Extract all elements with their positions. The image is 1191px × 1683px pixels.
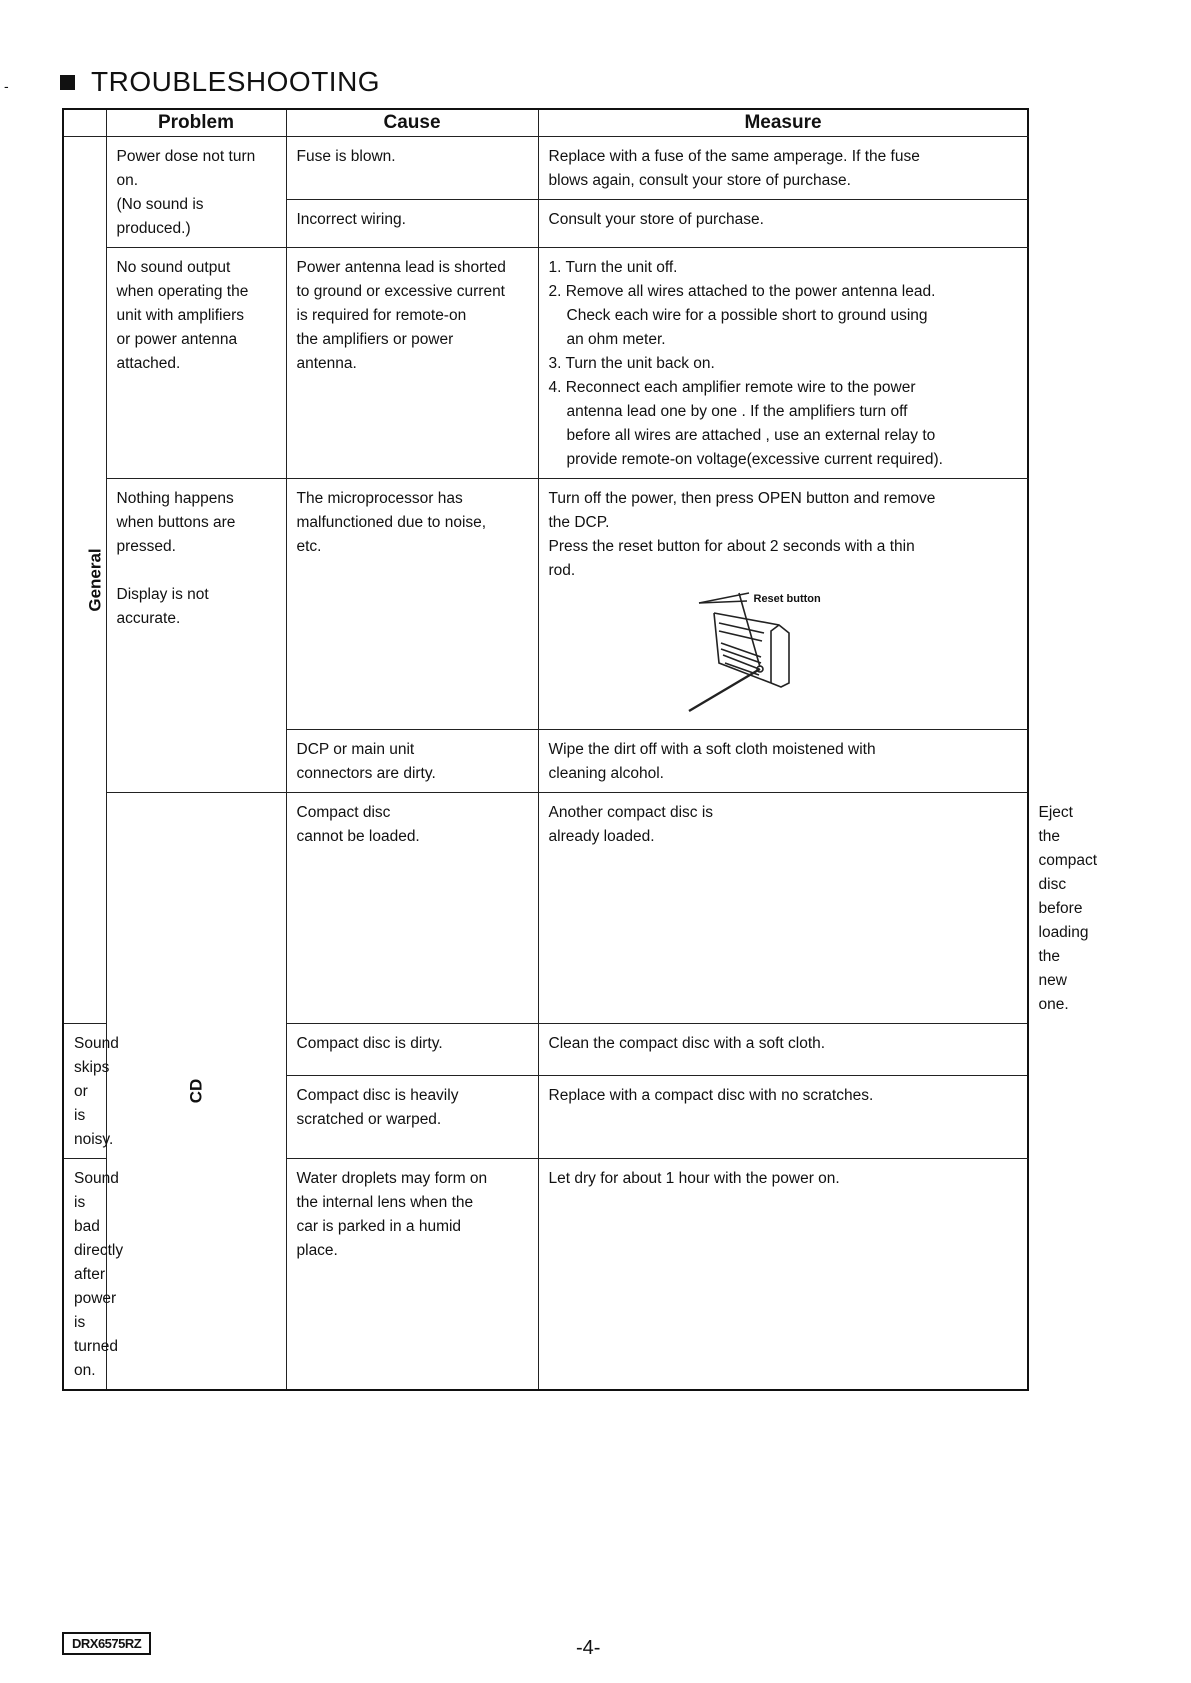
cause-cell: Fuse is blown. xyxy=(286,137,538,200)
model-number: DRX6575RZ xyxy=(62,1632,151,1655)
section-general: General xyxy=(63,137,106,1024)
section-cd: CD xyxy=(106,793,286,1391)
heading-text: TROUBLESHOOTING xyxy=(91,66,381,97)
measure-cell: Let dry for about 1 hour with the power on. xyxy=(538,1159,1028,1391)
measure-cell: Turn off the power, then press OPEN button and remove the DCP. Press the reset button for about 2 seconds with a thin rod. Reset button xyxy=(538,479,1028,730)
table-row: CD Compact disc cannot be loaded. Another compact disc is already loaded. Eject the compact disc before loading the new one. xyxy=(63,793,1028,1024)
cause-cell: Compact disc is heavily scratched or warped. xyxy=(286,1075,538,1158)
cause-cell: Water droplets may form on the internal lens when the car is parked in a humid place. xyxy=(286,1159,538,1391)
figure-caption: Reset button xyxy=(753,593,821,605)
dcp-reset-illustration xyxy=(549,583,969,723)
troubleshooting-table xyxy=(62,108,1098,1391)
problem-cell: Nothing happens when buttons are pressed. Display is not accurate. xyxy=(106,479,286,793)
problem-cell: Sound skips or is noisy. xyxy=(63,1024,106,1159)
cause-cell: Power antenna lead is shorted to ground or excessive current is required for remote-on the amplifiers or power antenna. xyxy=(286,248,538,479)
header-row xyxy=(63,109,1028,137)
measure-cell: Replace with a fuse of the same amperage. If the fuse blows again, consult your store of purchase. xyxy=(538,137,1028,200)
page-number: -4- xyxy=(576,1637,601,1659)
header-problem: Problem xyxy=(106,109,286,137)
header-blank xyxy=(63,109,106,137)
measure-cell: 1. Turn the unit off. 2. Remove all wires attached to the power antenna lead. Check each wire for a possible short to ground using an ohm meter. 3. Turn the unit back on. 4. Reconnect each amplifier remote wire to the power antenna lead one by one . If the amplifiers turn off before all wires are attached , use an external relay to provide remote-on voltage(excessive current required). xyxy=(538,248,1028,479)
reset-button-figure xyxy=(549,583,969,723)
margin-mark: - xyxy=(4,78,9,94)
problem-cell: No sound output when operating the unit with amplifiers or power antenna attached. xyxy=(106,248,286,479)
table-row xyxy=(63,479,1028,730)
cause-cell: Another compact disc is already loaded. xyxy=(538,793,1028,1024)
problem-cell: Compact disc cannot be loaded. xyxy=(286,793,538,1024)
header-cause: Cause xyxy=(286,109,538,137)
header-measure: Measure xyxy=(538,109,1028,137)
cause-cell: Compact disc is dirty. xyxy=(286,1024,538,1076)
heading-bullet-icon xyxy=(60,75,75,90)
cause-cell: Incorrect wiring. xyxy=(286,200,538,248)
table-row xyxy=(63,137,1028,200)
cause-cell: DCP or main unit connectors are dirty. xyxy=(286,730,538,793)
measure-cell: Wipe the dirt off with a soft cloth moistened with cleaning alcohol. xyxy=(538,730,1028,793)
cause-cell: The microprocessor has malfunctioned due to noise, etc. xyxy=(286,479,538,730)
table-row xyxy=(63,248,1028,479)
measure-cell: Replace with a compact disc with no scratches. xyxy=(538,1075,1028,1158)
problem-cell: Power dose not turn on. (No sound is produced.) xyxy=(106,137,286,248)
problem-cell: Sound is bad directly after power is turned on. xyxy=(63,1159,106,1391)
measure-cell: Clean the compact disc with a soft cloth. xyxy=(538,1024,1028,1076)
measure-cell: Consult your store of purchase. xyxy=(538,200,1028,248)
section-heading xyxy=(60,66,380,98)
